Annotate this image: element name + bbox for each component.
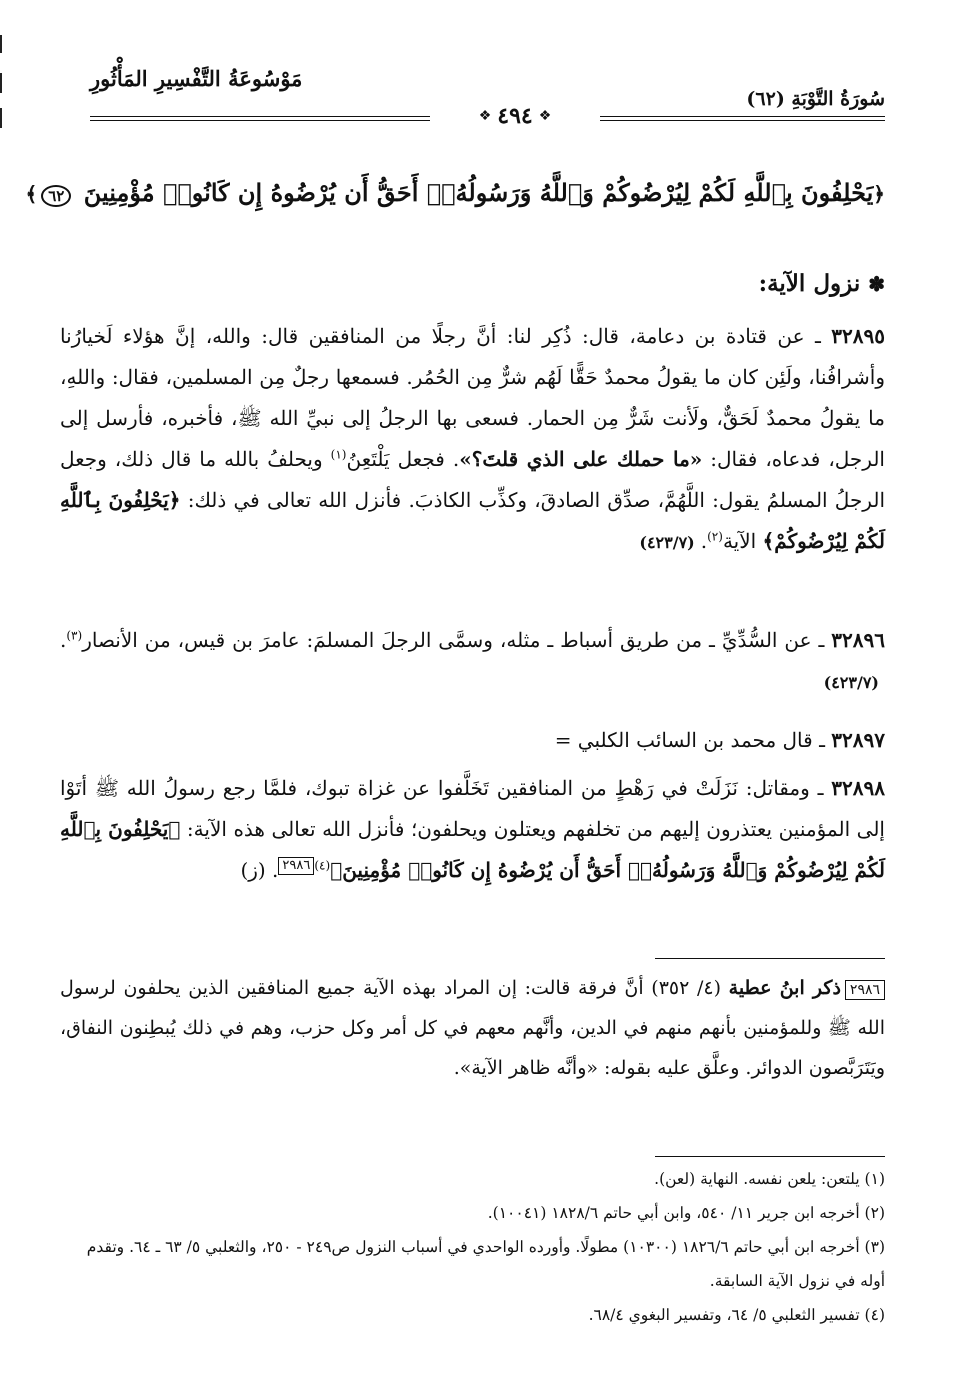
footnote: (٣) أخرجه ابن أبي حاتم ١٨٢٦/٦ (١٠٣٠٠) مطولًا. وأورده الواحدي في أسباب النزول ص٢٤٩ - ٢٥٠، والثعلبي ٥/ ٦٣ ـ ٦٤. وتقدم أوله في نزول الآية السابقة. bbox=[86, 1238, 885, 1290]
footnote-marker: (١) bbox=[330, 447, 347, 462]
page-number-block bbox=[430, 103, 600, 129]
footnote-divider bbox=[655, 1156, 885, 1157]
commentary-text: (٤/ ٣٥٢) أنَّ فرقة قالت: إن المراد بهذه الآية جميع المنافقين الذين يحلفون لرسول الله ﷺ وللمؤمنين بأنهم منهم في الدين، وأنَّهم معهم في كل أمر وكل حزب، وهم في ذلك يُبطِنون النفاق، ويَتَرَبَّصون الدوائر. وعلَّق عليه بقوله: «وأنَّه ظاهر الآية». bbox=[60, 977, 885, 1079]
narration-text: . bbox=[60, 628, 67, 652]
narration-text: ويحلفُ بالله ما قال ذلك، وجعل الرجلُ المسلمُ يقول: اللَّهُمَّ، صدِّق الصادقَ، وكذِّب الكاذبَ. فأنزل الله تعالى في ذلك: bbox=[60, 447, 885, 512]
verse-quote: ﴿يَحْلِفُونَ بِٱللَّهِ لَكُمْ لِيُرْضُوكُمْ﴾ bbox=[60, 488, 885, 553]
footnote: (١) يلتعن: يلعن نفسه. النهاية (لعن). bbox=[654, 1170, 885, 1188]
verse-close-bracket: ﴾ bbox=[25, 182, 38, 206]
book-title: مَوْسُوعَةُ التَّفْسِيرِ المَأْثُورِ bbox=[90, 66, 303, 91]
narration-text: الآية bbox=[722, 529, 763, 553]
verse-number: ٦٢ bbox=[41, 185, 71, 207]
verse-quote: ﴿يَحْلِفُونَ بِٱللَّهِ لَكُمْ لِيُرْضُوكُمْ وَٱللَّهُ وَرَسُولُهُۥٓ أَحَقُّ أَن يُرْضُوهُ إِن كَانُوا۟ مُؤْمِنِينَ﴾ bbox=[60, 817, 885, 882]
verse-text: يَحْلِفُونَ بِٱللَّهِ لَكُمْ لِيُرْضُوكُمْ وَٱللَّهُ وَرَسُولُهُۥٓ أَحَقُّ أَن يُرْضُوهُ إِن كَانُوا۟ مُؤْمِنِينَ bbox=[83, 178, 874, 207]
footnote: (٢) أخرجه ابن جرير ١١/ ٥٤٠، وابن أبي حاتم ١٨٢٨/٦ (١٠٠٤١). bbox=[487, 1204, 885, 1222]
narration-text: ـ عن قتادة بن دعامة، قال: ذُكِر لنا: أنَّ رجلًا من المنافقين قال: والله، إنَّ هؤلاء لَخيارُنا وأشرافُنا، ولَئِن كان ما يقولُ محمدٌ حَقًّا لَهُم شرٌّ مِن الحُمُر. فسمعها رجلٌ مِن المسلمين، فقال: واللهِ، ما يقولُ محمدٌ لَحَقٌّ، ولَأنت شَرٌّ مِن الحمار. فسعى بها الرجلُ إلى نبيِّ الله ﷺ، فأخبره، فأرسل إلى الرجل، فدعاه، فقال: bbox=[60, 324, 885, 471]
footnote-marker: (٣) bbox=[66, 628, 83, 643]
commentary-note bbox=[60, 968, 885, 1088]
page-number: ٤٩٤ bbox=[497, 103, 533, 129]
ornament-icon: ❖ bbox=[538, 108, 552, 124]
commentary-author: ذكر ابنُ عطية bbox=[728, 977, 841, 999]
narration-32896 bbox=[60, 620, 885, 703]
footnote-marker: (٤) bbox=[314, 858, 331, 873]
page-edge-mark bbox=[0, 35, 2, 53]
narration-text: ـ عن السُّدِّيِّ ـ من طريق أسباط ـ مثله، وسمَّى الرجلَ المسلمَ: عامرَ بن قيس، من الأنصار bbox=[82, 628, 832, 652]
narration-number: ٣٢٨٩٥ bbox=[831, 324, 885, 348]
page-edge-mark bbox=[0, 73, 2, 93]
volume-reference: (٤٢٣/٧) bbox=[823, 673, 879, 692]
section-title: نزول الآية: bbox=[758, 270, 861, 297]
volume-reference: (٤٢٣/٧) bbox=[639, 533, 695, 552]
narration-text: . (ز) bbox=[240, 858, 279, 882]
footnote-marker: (٢) bbox=[707, 529, 723, 544]
commentary-number: ٢٩٨٦ bbox=[845, 980, 885, 1000]
surah-title: سُورَةُ التَّوْبَةِ (٦٢) bbox=[746, 88, 885, 110]
flower-icon: ✽ bbox=[868, 271, 885, 296]
narration-text: . فجعل يَلْتَعِنُ bbox=[346, 447, 460, 471]
narration-32897 bbox=[60, 720, 885, 761]
footnote: (٤) تفسير الثعلبي ٥/ ٦٤، وتفسير البغوي ٦٨/٤. bbox=[588, 1306, 885, 1324]
narration-text: ـ ومقاتل: نَزَلَتْ في رَهْطٍ من المنافقين تَخَلَّفوا عن غزاة تبوك، فلمَّا رجع رسولُ الله ﷺ أتَوْا إلى المؤمنين يعتذرون إليهم من تخلفهم ويعتلون ويحلفون؛ فأنزل الله تعالى هذه الآية: bbox=[60, 776, 885, 841]
book-page bbox=[25, 0, 885, 1392]
narration-quote: «ما حملك على الذي قلتَ؟» bbox=[459, 447, 703, 471]
narration-number: ٣٢٨٩٦ bbox=[831, 628, 885, 652]
page-edge-mark bbox=[0, 108, 2, 128]
narration-text: ـ قال محمد بن السائب الكلبي = bbox=[554, 728, 832, 752]
narration-32898 bbox=[60, 768, 885, 891]
narration-32895 bbox=[60, 316, 885, 563]
narration-number: ٣٢٨٩٧ bbox=[831, 728, 885, 752]
section-heading bbox=[759, 270, 885, 297]
quran-verse bbox=[25, 178, 885, 207]
ornament-icon: ❖ bbox=[478, 108, 492, 124]
verse-open-bracket: ﴿ bbox=[873, 182, 885, 206]
commentary-divider bbox=[655, 958, 885, 959]
narration-text: . bbox=[700, 529, 708, 553]
commentary-marker: ٢٩٨٦ bbox=[278, 857, 314, 875]
narration-number: ٣٢٨٩٨ bbox=[831, 776, 885, 800]
